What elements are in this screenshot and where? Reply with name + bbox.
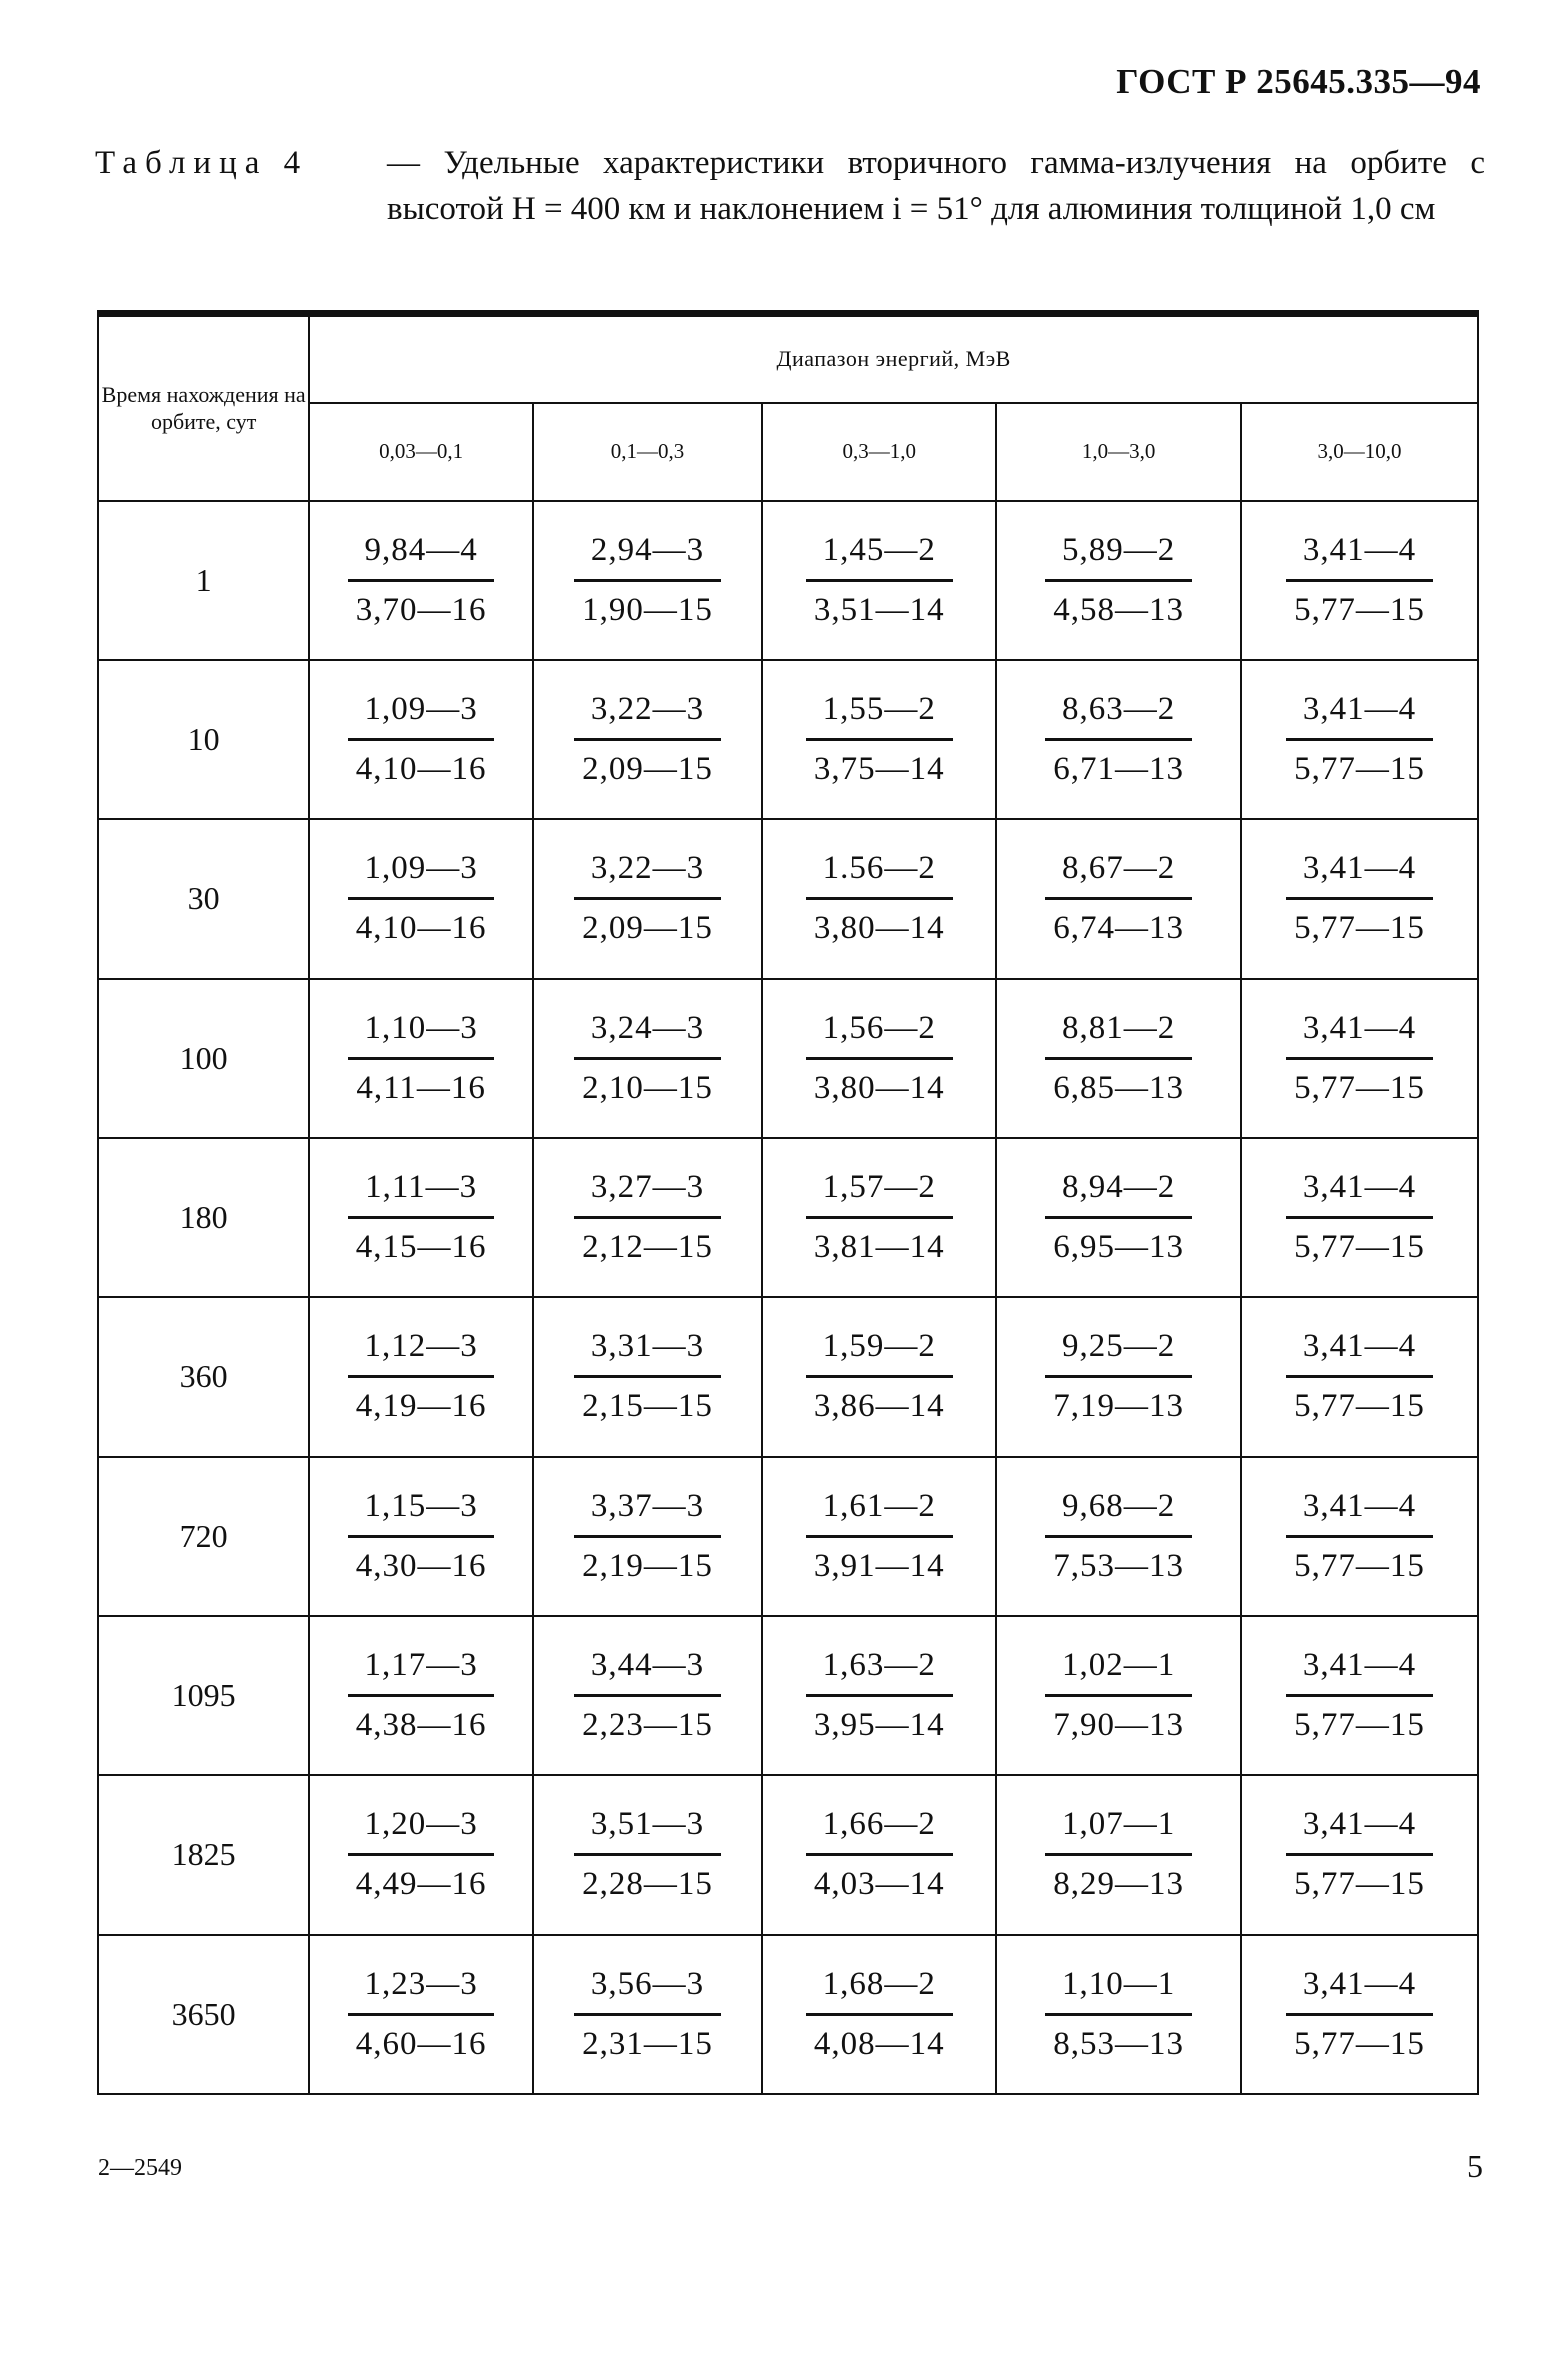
value-cell	[762, 1935, 996, 2094]
numerator: 1,10—3	[348, 1010, 494, 1060]
denominator: 5,77—15	[1294, 1229, 1425, 1266]
denominator: 5,77—15	[1294, 1547, 1425, 1584]
denominator: 3,75—14	[813, 751, 945, 788]
fraction-value	[348, 1647, 495, 1744]
denominator: 5,77—15	[1294, 751, 1425, 788]
denominator: 4,19—16	[355, 1388, 487, 1425]
value-cell	[996, 979, 1241, 1138]
fraction-value	[806, 850, 953, 947]
numerator: 3,27—3	[574, 1169, 721, 1219]
numerator: 3,41—4	[1286, 850, 1433, 900]
fraction-value	[574, 1647, 721, 1744]
fraction-value	[574, 1328, 721, 1425]
denominator: 5,77—15	[1294, 2025, 1425, 2062]
fraction-value	[1045, 850, 1192, 947]
denominator: 2,09—15	[582, 910, 713, 947]
numerator: 1,11—3	[348, 1169, 495, 1219]
value-cell	[762, 1138, 996, 1297]
fraction-value	[348, 1806, 495, 1903]
numerator: 1,10—1	[1045, 1966, 1192, 2016]
fraction-value	[1286, 532, 1433, 629]
table-row	[98, 1457, 1478, 1616]
table-row	[98, 819, 1478, 978]
numerator: 1,23—3	[348, 1966, 495, 2016]
denominator: 5,77—15	[1294, 1388, 1425, 1425]
value-cell	[309, 1935, 532, 2094]
fraction-value	[574, 1169, 721, 1266]
denominator: 4,49—16	[355, 1866, 487, 1903]
fraction-value	[348, 1488, 495, 1585]
value-cell	[533, 1935, 762, 2094]
denominator: 2,15—15	[582, 1388, 713, 1425]
fraction-value	[1045, 1328, 1192, 1425]
numerator: 3,41—4	[1286, 1488, 1433, 1538]
orbit-time-cell: 100	[98, 979, 309, 1138]
fraction-value	[574, 532, 721, 629]
numerator: 8,67—2	[1045, 850, 1192, 900]
denominator: 8,53—13	[1053, 2025, 1184, 2062]
fraction-value	[574, 691, 721, 788]
denominator: 2,09—15	[582, 751, 713, 788]
fraction-value	[1045, 532, 1192, 629]
numerator: 1,57—2	[806, 1169, 953, 1219]
value-cell	[533, 501, 762, 660]
value-cell	[996, 1138, 1241, 1297]
numerator: 8,81—2	[1045, 1010, 1192, 1060]
fraction-value	[574, 1488, 721, 1585]
page-number: 5	[1467, 2148, 1483, 2184]
fraction-value	[1286, 1806, 1433, 1903]
denominator: 3,80—14	[813, 1069, 945, 1106]
value-cell	[1241, 1616, 1478, 1775]
numerator: 1,17—3	[348, 1647, 495, 1697]
denominator: 6,95—13	[1053, 1229, 1184, 1266]
orbit-time-cell: 720	[98, 1457, 309, 1616]
numerator: 3,41—4	[1286, 1010, 1433, 1060]
value-cell	[533, 819, 762, 978]
denominator: 6,71—13	[1053, 751, 1184, 788]
numerator: 1,61—2	[806, 1488, 953, 1538]
value-cell	[1241, 660, 1478, 819]
document-code: ГОСТ Р 25645.335—94	[1116, 62, 1481, 101]
value-cell	[762, 1457, 996, 1616]
denominator: 3,86—14	[813, 1388, 945, 1425]
denominator: 4,38—16	[355, 1707, 487, 1744]
fraction-value	[348, 850, 495, 947]
value-cell	[762, 1297, 996, 1456]
value-cell	[533, 1775, 762, 1934]
numerator: 5,89—2	[1045, 532, 1192, 582]
denominator: 6,85—13	[1053, 1069, 1184, 1106]
value-cell	[309, 979, 532, 1138]
fraction-value	[806, 1806, 953, 1903]
fraction-value	[806, 1647, 953, 1744]
fraction-value	[806, 1328, 953, 1425]
denominator: 5,77—15	[1294, 910, 1425, 947]
denominator: 4,03—14	[813, 1866, 945, 1903]
numerator: 1,12—3	[348, 1328, 495, 1378]
numerator: 9,68—2	[1045, 1488, 1192, 1538]
value-cell	[533, 1616, 762, 1775]
denominator: 4,08—14	[813, 2025, 945, 2062]
fraction-value	[806, 691, 953, 788]
value-cell	[762, 979, 996, 1138]
value-cell	[309, 1775, 532, 1934]
numerator: 3,41—4	[1286, 1328, 1433, 1378]
table-row	[98, 1935, 1478, 2094]
denominator: 7,90—13	[1053, 1707, 1184, 1744]
denominator: 5,77—15	[1294, 1707, 1425, 1744]
numerator: 3,41—4	[1286, 1966, 1433, 2016]
denominator: 3,95—14	[813, 1707, 945, 1744]
numerator: 3,22—3	[574, 850, 721, 900]
denominator: 3,81—14	[813, 1229, 945, 1266]
numerator: 1,09—3	[348, 850, 495, 900]
fraction-value	[1286, 691, 1433, 788]
value-cell	[309, 1138, 532, 1297]
denominator: 2,31—15	[582, 2025, 713, 2062]
table-row	[98, 1138, 1478, 1297]
numerator: 9,84—4	[348, 532, 495, 582]
fraction-value	[348, 1328, 495, 1425]
fraction-value	[806, 1169, 953, 1266]
table-row	[98, 1775, 1478, 1934]
energy-range-header: Диапазон энергий, МэВ	[309, 314, 1478, 403]
fraction-value	[1045, 1169, 1192, 1266]
orbit-time-cell: 1825	[98, 1775, 309, 1934]
numerator: 1,07—1	[1045, 1806, 1192, 1856]
numerator: 9,25—2	[1045, 1328, 1192, 1378]
table-row	[98, 979, 1478, 1138]
value-cell	[996, 1297, 1241, 1456]
denominator: 5,77—15	[1294, 1866, 1425, 1903]
value-cell	[762, 1775, 996, 1934]
numerator: 1,55—2	[806, 691, 953, 741]
value-cell	[996, 1775, 1241, 1934]
fraction-value	[574, 1806, 721, 1903]
denominator: 4,10—16	[355, 751, 487, 788]
numerator: 8,63—2	[1045, 691, 1192, 741]
fraction-value	[348, 1966, 495, 2063]
fraction-value	[1286, 1647, 1433, 1744]
value-cell	[996, 819, 1241, 978]
energy-range-column-header: 0,1—0,3	[533, 403, 762, 501]
numerator: 1.56—2	[806, 850, 953, 900]
value-cell	[762, 660, 996, 819]
denominator: 2,10—15	[582, 1069, 713, 1106]
numerator: 1,15—3	[348, 1488, 495, 1538]
numerator: 3,41—4	[1286, 532, 1433, 582]
denominator: 3,51—14	[813, 591, 945, 628]
denominator: 5,77—15	[1294, 1069, 1425, 1106]
time-header: Время нахождения на орбите, сут	[98, 314, 309, 501]
denominator: 4,15—16	[355, 1229, 487, 1266]
value-cell	[309, 819, 532, 978]
energy-range-column-header: 0,03—0,1	[309, 403, 532, 501]
footer-code: 2—2549	[98, 2155, 182, 2181]
fraction-value	[806, 532, 953, 629]
fraction-value	[1286, 1488, 1433, 1585]
denominator: 2,28—15	[582, 1866, 713, 1903]
numerator: 3,41—4	[1286, 1647, 1433, 1697]
denominator: 4,58—13	[1053, 591, 1184, 628]
denominator: 3,70—16	[355, 591, 487, 628]
data-table	[97, 310, 1479, 2095]
denominator: 4,60—16	[355, 2025, 487, 2062]
denominator: 6,74—13	[1053, 910, 1184, 947]
fraction-value	[1286, 1966, 1433, 2063]
numerator: 3,24—3	[574, 1010, 721, 1060]
value-cell	[309, 501, 532, 660]
value-cell	[533, 979, 762, 1138]
fraction-value	[574, 1966, 721, 2063]
fraction-value	[1286, 1328, 1433, 1425]
fraction-value	[348, 691, 495, 788]
denominator: 2,23—15	[582, 1707, 713, 1744]
numerator: 1,02—1	[1045, 1647, 1192, 1697]
orbit-time-cell: 1095	[98, 1616, 309, 1775]
orbit-time-cell: 1	[98, 501, 309, 660]
value-cell	[996, 1616, 1241, 1775]
numerator: 1,66—2	[806, 1806, 953, 1856]
fraction-value	[348, 532, 495, 629]
denominator: 3,80—14	[813, 910, 945, 947]
fraction-value	[806, 1010, 953, 1107]
numerator: 1,63—2	[806, 1647, 953, 1697]
numerator: 2,94—3	[574, 532, 721, 582]
fraction-value	[348, 1010, 494, 1107]
energy-range-column-header: 3,0—10,0	[1241, 403, 1478, 501]
denominator: 4,10—16	[355, 910, 487, 947]
fraction-value	[1045, 1966, 1192, 2063]
numerator: 3,56—3	[574, 1966, 721, 2016]
numerator: 3,44—3	[574, 1647, 721, 1697]
table-row	[98, 1616, 1478, 1775]
numerator: 3,41—4	[1286, 1169, 1433, 1219]
value-cell	[762, 819, 996, 978]
fraction-value	[1045, 1647, 1192, 1744]
denominator: 4,11—16	[356, 1069, 486, 1106]
value-cell	[533, 1297, 762, 1456]
orbit-time-cell: 30	[98, 819, 309, 978]
orbit-time-cell: 180	[98, 1138, 309, 1297]
fraction-value	[1286, 1169, 1433, 1266]
value-cell	[996, 1935, 1241, 2094]
value-cell	[996, 660, 1241, 819]
fraction-value	[1045, 1488, 1192, 1585]
value-cell	[1241, 1138, 1478, 1297]
value-cell	[1241, 979, 1478, 1138]
fraction-value	[806, 1488, 953, 1585]
fraction-value	[1286, 850, 1433, 947]
value-cell	[309, 1457, 532, 1616]
numerator: 3,37—3	[574, 1488, 721, 1538]
fraction-value	[348, 1169, 495, 1266]
fraction-value	[1045, 1806, 1192, 1903]
orbit-time-cell: 3650	[98, 1935, 309, 2094]
value-cell	[533, 660, 762, 819]
value-cell	[996, 501, 1241, 660]
energy-range-column-header: 1,0—3,0	[996, 403, 1241, 501]
energy-range-column-header: 0,3—1,0	[762, 403, 996, 501]
caption-label: Таблица 4	[95, 145, 309, 181]
value-cell	[533, 1138, 762, 1297]
value-cell	[1241, 1935, 1478, 2094]
table-row	[98, 1297, 1478, 1456]
value-cell	[309, 1297, 532, 1456]
numerator: 8,94—2	[1045, 1169, 1192, 1219]
fraction-value	[1286, 1010, 1433, 1107]
value-cell	[1241, 1297, 1478, 1456]
numerator: 3,41—4	[1286, 1806, 1433, 1856]
value-cell	[309, 660, 532, 819]
value-cell	[1241, 1457, 1478, 1616]
value-cell	[533, 1457, 762, 1616]
orbit-time-cell: 10	[98, 660, 309, 819]
fraction-value	[806, 1966, 953, 2063]
denominator: 2,19—15	[582, 1547, 713, 1584]
denominator: 1,90—15	[582, 591, 713, 628]
value-cell	[762, 1616, 996, 1775]
denominator: 5,77—15	[1294, 591, 1425, 628]
denominator: 4,30—16	[355, 1547, 487, 1584]
denominator: 2,12—15	[582, 1229, 713, 1266]
caption-text: — Удельные характеристики вторичного гамма-излучения на орбите с высотой H = 400 км и наклонением i = 51° для алюминия толщиной 1,0 см	[387, 145, 1485, 227]
denominator: 7,53—13	[1053, 1547, 1184, 1584]
fraction-value	[1045, 691, 1192, 788]
fraction-value	[1045, 1010, 1192, 1107]
numerator: 3,51—3	[574, 1806, 721, 1856]
value-cell	[309, 1616, 532, 1775]
numerator: 1,09—3	[348, 691, 495, 741]
value-cell	[1241, 501, 1478, 660]
value-cell	[1241, 1775, 1478, 1934]
numerator: 1,20—3	[348, 1806, 495, 1856]
numerator: 3,41—4	[1286, 691, 1433, 741]
value-cell	[996, 1457, 1241, 1616]
fraction-value	[574, 1010, 721, 1107]
numerator: 3,31—3	[574, 1328, 721, 1378]
denominator: 3,91—14	[813, 1547, 945, 1584]
value-cell	[762, 501, 996, 660]
numerator: 1,56—2	[806, 1010, 953, 1060]
numerator: 1,59—2	[806, 1328, 953, 1378]
denominator: 8,29—13	[1053, 1866, 1184, 1903]
denominator: 7,19—13	[1053, 1388, 1184, 1425]
numerator: 1,45—2	[806, 532, 953, 582]
table-row	[98, 660, 1478, 819]
numerator: 3,22—3	[574, 691, 721, 741]
numerator: 1,68—2	[806, 1966, 953, 2016]
table-row	[98, 501, 1478, 660]
fraction-value	[574, 850, 721, 947]
value-cell	[1241, 819, 1478, 978]
orbit-time-cell: 360	[98, 1297, 309, 1456]
